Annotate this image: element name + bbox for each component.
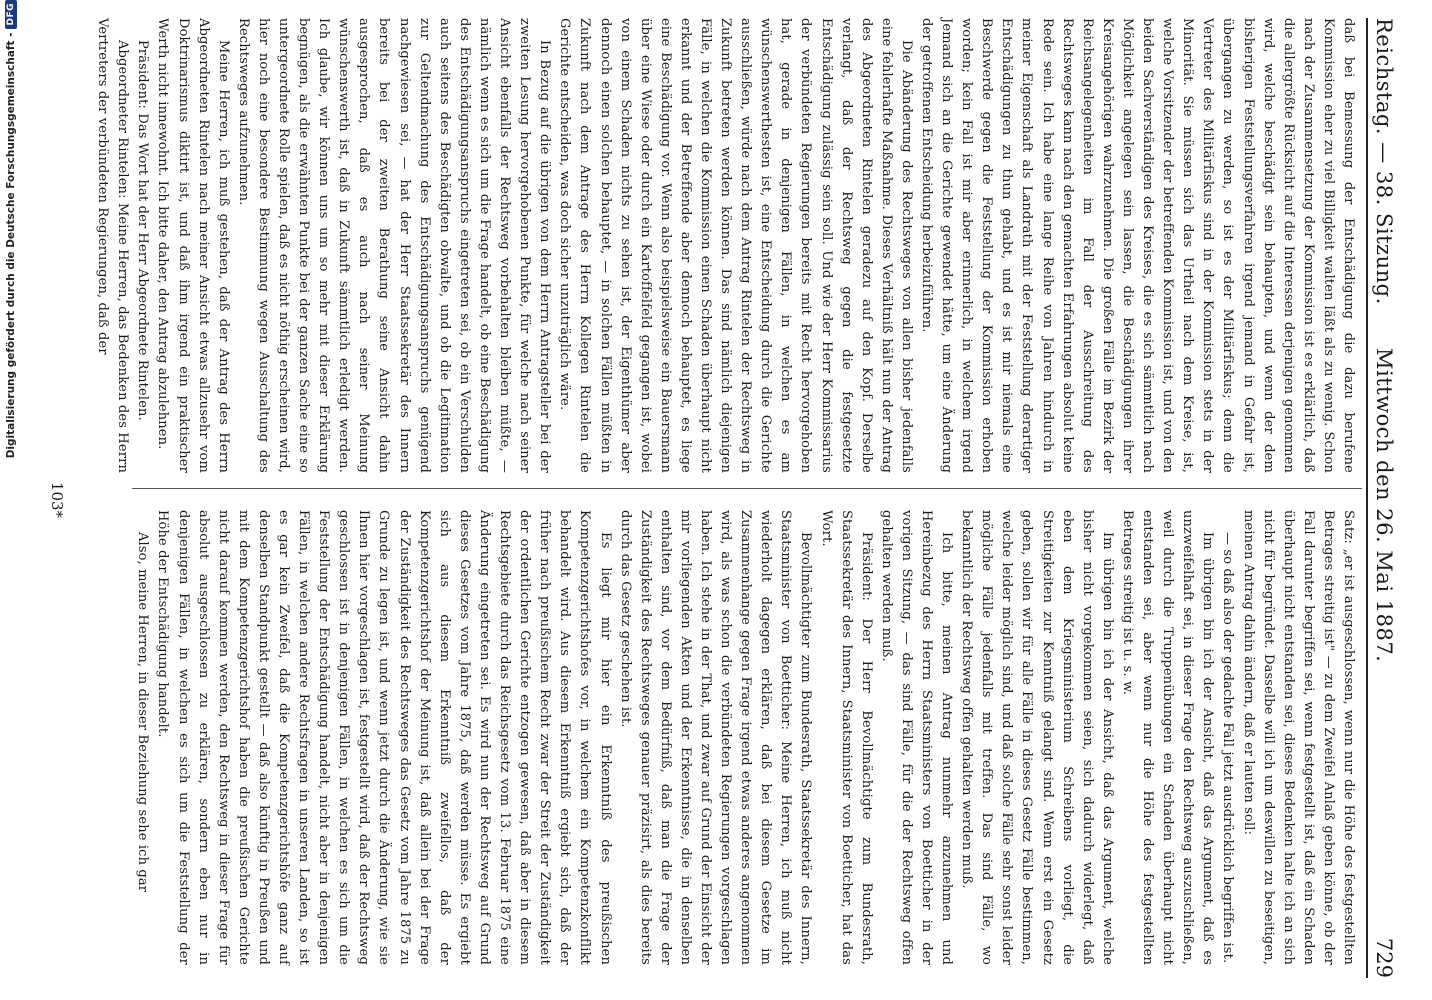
paragraph: Im übrigen bin ich der Ansicht, daß das Argument, welche bisher nicht vorgekommen seien, sich dadurch widerlegt, daß eben dem Kriegsministerium Schreibens vorliegt, die Streitigkeiten zur Kenntniß gelangt sind. Wenn erst ein Gesetz geben, sollen wir für alle Fälle in dieses Gesetz Fälle bestimmen, welche leider möglich sind, und daß solche Fälle sehr sonst leider mögliche Fälle jedenfalls mit treffen. Das sind Fälle, wo bekanntlich der Rechtsweg offen gehalten werden muß. (959, 510, 1115, 965)
paragraph: Im übrigen bin ich der Ansicht, daß das Argument, daß es unzweifelhaft sei, in dieser Frage den Rechtsweg auszuschließen, weil durch die Truppenübungen ein Schaden überhaupt nicht entstanden sei, aber wenn nur die Höhe des festgestellten Betrages streitig ist u. s. w. (1119, 510, 1216, 965)
paragraph: Bevollmächtigter zum Bundesrath, Staatssekretär des Innern, Staatsminister von Boetticher: Meine Herren, ich muß nicht wiederholt dagegen erklären, daß bei diesem Gesetze im Zusammenhange gegen Frage irgend etwas anderes angenommen wird, als was schon die verbündeten Regierungen vorgeschlagen haben. Ich stehe in der That, und zwar auf Grund der Einsicht der mir vorliegenden Akten und der Erkenntnisse, die in denselben enthalten sind, vor dem Bedürfniß, daß man die Frage der Zuständigkeit des Rechtsweges genauer präzisirt, als dies bereits durch das Gesetz geschehen ist. (617, 510, 814, 965)
document-page (22, 0, 1402, 1000)
paragraph: Es liegt mir hier ein Erkenntniß des preußischen Kompetenzgerichtshofes vor, in welchem ein Kompetenzkonflikt behandelt wird. Aus diesem Erkenntniß ergiebt sich, daß der früher nach preußischem Recht zwar der Streit der Zuständigkeit der ordentlichen Gerichte entzogen gewesen, daß aber in diesem Rechtsgebiete durch das Reichsgesetz vom 13. Februar 1875 eine Änderung eingetreten sei. Es wird nun der Rechtsweg auf Grund dieses Gesetzes vom Jahre 1875, daß werden müsse. Es ergiebt sich aus diesem Erkenntniß zweifellos, daß der Kompetenzgerichtshof der Meinung ist, daß allein bei der Frage der Zuständigkeit des Rechtsweges das Gesetz vom Jahre 1875 zu Grunde zu legen ist, und wenn jetzt durch die Änderung, wie sie Ihnen hier vorgeschlagen ist, festgestellt wird, daß der Rechtsweg geschlossen ist in denjenigen Fällen, in welchen es sich um die Feststellung der Entschädigung handelt, nicht aber in denjenigen Fällen, in welchen andere Rechtsfragen in unseren Landen, so ist es gar kein Zweifel, daß die Kompetenzgerichtshöfe ganz auf denselben Standpunkt gestellt — daß also künftig in Preußen und mit dem Kompetenzgerichtshof haben die preußischen Gerichte nicht darauf kommen werden, den Rechtsweg in dieser Frage für absolut ausgeschlossen zu erklären, sondern eben nur in denjenigen Fällen, in welchen es sich um die Feststellung der Höhe der Entschädigung handelt. (155, 510, 613, 965)
dfg-logo: DFG (5, 0, 17, 29)
digitization-text: Digitalisierung gefördert durch die Deutsche Forschungsgemeinschaft - (5, 32, 17, 459)
paragraph: daß bei Bemessung der Entschädigung die dazu berufene Kommission eher zu viel Billigkeit walten läßt als zu wenig. Schon nach der Zusammensetzung der Kommission ist es erklärlich, daß die allergrößte Rücksicht auf die Interessen derjenigen genommen wird, welche beschädigt sein behaupten, und wenn der dem bisherigen Feststellungsverfahren irgend jemand in Gefahr ist, übergangen zu werden, so ist es der Militärfiskus; denn die Vertreter des Militärfiskus sind in der Kommission stets in der Minorität. Sie müssen sich das Urtheil nach dem Kreise, ist, welche Vorsitzender der betreffenden Kommission ist, und von den beiden Sachverständigen des Kreises, die es sich sämmtlich nach Möglichkeit angelegen sein lassen, die Beschädigungen ihrer Kreisangehörigen wahrzunehmen. Die großen Fälle im Bezirk der Reichsangelegenheiten im Fall der Ausschreitung des Rechtsweges kann nach den gemachten Erfahrungen absolut keine Rede sein. Ich habe eine lange Reihe von Jahren hindurch in meiner Eigenschaft als Landrath mit der Feststellung derartiger Entschädigungen zu thun gehabt, und es ist mir niemals eine Beschwerde gegen die Feststellung der Kommission erhoben worden; kein Fall ist mir aber erinnerlich, in welchem irgend Jemand sich an die Gerichte gewendet hätte, um eine Änderung der getroffenen Entscheidung herbeizuführen. (919, 18, 1356, 473)
header-date: Mittwoch den 26. Mai 1887. (1372, 348, 1396, 663)
digitization-note (0, 0, 22, 1000)
paragraph: Abgeordneter Rintelen: Meine Herren, das Bedenken des Herrn Vertreters der verbündeten Regierungen, daß der (95, 18, 131, 473)
column-divider (132, 488, 1362, 489)
paragraph: Also, meine Herren, in dieser Beziehung sehe ich gar (135, 532, 151, 893)
page-header (1366, 18, 1402, 978)
paragraph: Präsident: Der Herr Bevollmächtigte zum Bundesrath, Staatssekretär des Innern, Staatsminister von Boetticher, hat das Wort. (818, 510, 874, 965)
page-number: 729 (1372, 937, 1396, 978)
paragraph: — so daß also der gedachte Fall jetzt ausdrücklich begriffen ist. (1220, 532, 1236, 964)
paragraph: Meine Herren, ich muß gestehen, daß der Antrag des Herrn Abgeordneten Rintelen nach meiner Ansicht etwas allzusehr vom Doktrinarismus diktirt ist, und daß ihm irgend ein praktischer Werth nicht innewohnt. Ich bitte daher, den Antrag abzulehnen. (155, 18, 231, 473)
signature-mark: 103* (48, 481, 66, 519)
paragraph: Die Abänderung des Rechtsweges von allen bisher jedenfalls eine fehlerhafte Maßnahme. Dieses Verhältniß hält nun der Antrag des Abgeordneten Rintelen geradezu auf den Kopf. Derselbe verlangt, daß der Rechtsweg gegen die festgesetzte Entschädigung zulässig sein soll. Und wie der Herr Kommissarius der verbündeten Regierungen bereits mit Recht hervorgehoben hat, gerade in denjenigen Fällen, in welchen es am wünschenswerthesten ist, eine Entscheidung durch die Gerichte ausschließen, würde nach dem Antrag Rintelen der Rechtsweg in Zukunft betreten werden können. Das sind nämlich diejenigen Fälle, in welchen die Kommission einen Schaden überhaupt nicht erkannt und der Betreffende aber dennoch behauptet, es liege eine Beschädigung vor. Wenn also beispielsweise ein Bauersmann über eine Wiese oder durch ein Kartoffelfeld gegangen ist, wobei von einem Schaden nichts zu sehen ist, der Eigenthümer aber dennoch einen solchen behauptet, — in solchen Fällen müßten in Zukunft nach dem Antrage des Herrn Kollegen Rintelen die Gerichte entscheiden, was doch sicher unzuträglich wäre. (557, 18, 914, 473)
paragraph: Satz: „er ist ausgeschlossen, wenn nur die Höhe des festgestellten Betrages streitig ist" — zu dem Zweifel Anlaß geben könne, ob der Fall darunter begriffen sei, wenn festgestellt ist, daß ein Schaden überhaupt nicht entstanden sei, dieses Bedenken halte ich an sich nicht für begründet. Dasselbe will ich um deswillen zu beseitigen, meinen Antrag dahin ändern, daß er lauten soll: (1240, 510, 1356, 965)
left-column (92, 18, 1358, 473)
right-column (132, 510, 1358, 965)
paragraph: In Bezug auf die übrigen von dem Herrn Antragsteller bei der zweiten Lesung hervorgehobenen Punkte, für welche nach seiner Ansicht ebenfalls der Rechtsweg vorbehalten bleiben müßte, — nämlich wenn es sich um die Frage handelt, ob eine Beschädigung des Entschädigungsanspruchs eingetreten sei, ob ein Verschulden auch seitens des Beschädigten obwalte, und ob die Legitimation zur Geltendmachung des Entschädigungsanspruchs genügend nachgewiesen sei, — hat der Herr Staatssekretär des Innern bereits bei der zweiten Berathung seine Ansicht dahin ausgesprochen, daß es auch nach seiner Meinung wünschenswerth ist, daß in Zukunft sämmtlich erledigt werden. Ich glaube, wir können uns um so mehr mit dieser Erklärung begnügen, als die erwähnten Punkte bei der ganzen Sache eine so untergeordnete Rolle spielen, daß es nicht nöthig erscheinen wird, hier noch eine besondere Bestimmung wegen Ausschaltung des Rechtsweges aufzunehmen. (235, 18, 553, 473)
paragraph: Ich bitte, meinen Antrag nunmehr anzunehmen und Hereinbezug des Herrn Staatsministers von Boetticher in der vorigen Sitzung, — das sind Fälle, für die der Rechtsweg offen gehalten werden muß. (878, 510, 955, 965)
header-session: Reichstag. — 38. Sitzung. (1372, 18, 1396, 305)
paragraph: Präsident: Das Wort hat der Herr Abgeordnete Rintelen. (135, 40, 151, 421)
